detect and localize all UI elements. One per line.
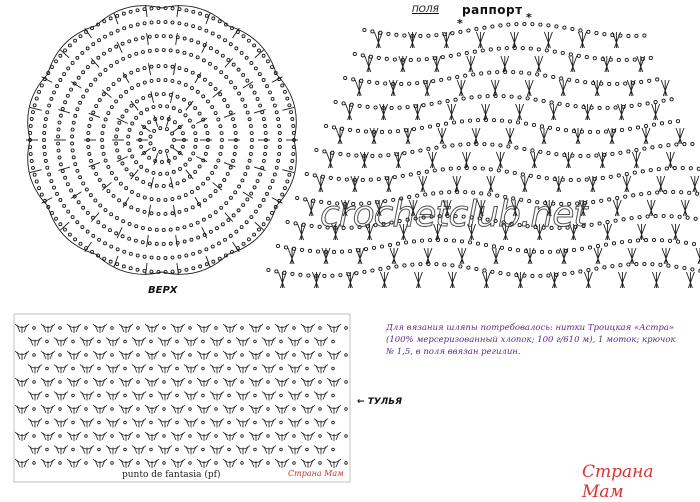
crown-band-label [357,397,402,407]
watermark: crochetclub.net [320,194,587,235]
pattern-source: Страна Мам [288,469,344,478]
site-logo: Страна Мам [582,462,654,502]
rapport-marker-left: * [457,17,463,30]
materials-note: Для вязания шляпы потребовалось: нитки Троицкая «Астра» (100% мерсеризованный хлопок; 100 г/610 м), 1 моток; крючок № 1,5, в поля ввязан регилин. [386,323,676,357]
crown-band-text: ТУЛЬЯ [367,397,403,407]
top-chart-label: ВЕРХ [148,285,178,296]
rapport-label: раппорт [462,3,523,17]
rapport-marker-right: * [526,11,532,24]
arrow-left-icon: ← [357,397,365,407]
brim-label: ПОЛЯ [412,5,439,15]
pattern-caption: punto de fantasia (pf) [122,470,221,480]
